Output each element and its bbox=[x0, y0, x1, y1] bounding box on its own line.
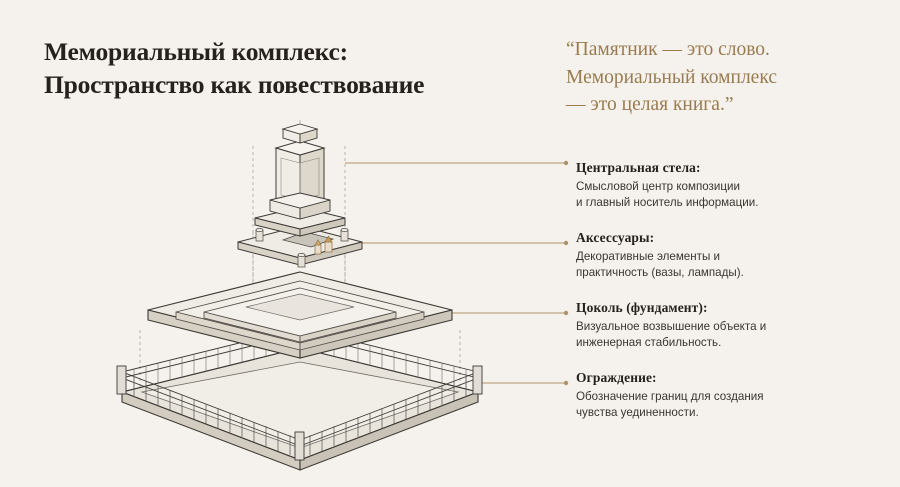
page-title-line-2: Пространство как повествование bbox=[44, 69, 425, 99]
callout-fence bbox=[576, 370, 876, 421]
callout-plinth-text-line-1: Визуальное возвышение объекта и bbox=[576, 320, 767, 333]
callout-fence-text-line-1: Обозначение границ для создания bbox=[576, 390, 764, 403]
callout-plinth-title: Цоколь (фундамент): bbox=[576, 300, 708, 315]
callout-stela-text-line-2: и главный носитель информации. bbox=[576, 195, 759, 209]
callout-stela-text-line-1: Смысловой центр композиции bbox=[576, 180, 740, 193]
callout-stela-text bbox=[576, 179, 876, 211]
callout-plinth bbox=[576, 300, 876, 351]
callout-stela-title: Центральная стела: bbox=[576, 160, 701, 175]
callout-accessories-title: Аксессуары: bbox=[576, 230, 655, 245]
callout-plinth-text-line-2: инженерная стабильность. bbox=[576, 335, 722, 349]
page-title-line-1: Мемориальный комплекс: bbox=[44, 37, 348, 66]
pull-quote-line-2: Мемориальный комплекс bbox=[566, 66, 777, 88]
callout-stela bbox=[576, 160, 876, 211]
callout-fence-text bbox=[576, 389, 876, 421]
callout-accessories bbox=[576, 230, 876, 281]
callout-accessories-text-line-2: практичность (вазы, лампады). bbox=[576, 265, 744, 279]
callout-accessories-text-line-1: Декоративные элементы и bbox=[576, 250, 720, 263]
callout-plinth-text bbox=[576, 319, 876, 351]
pull-quote-line-3: — это целая книга.” bbox=[566, 94, 734, 116]
diagram-part-stela bbox=[255, 124, 345, 236]
callout-fence-title: Ограждение: bbox=[576, 370, 657, 385]
pull-quote-line-1: “Памятник — это слово. bbox=[566, 39, 770, 60]
callout-accessories-text bbox=[576, 249, 876, 281]
diagram-part-plinth bbox=[148, 272, 452, 358]
callout-fence-text-line-2: чувства уединенности. bbox=[576, 405, 699, 419]
